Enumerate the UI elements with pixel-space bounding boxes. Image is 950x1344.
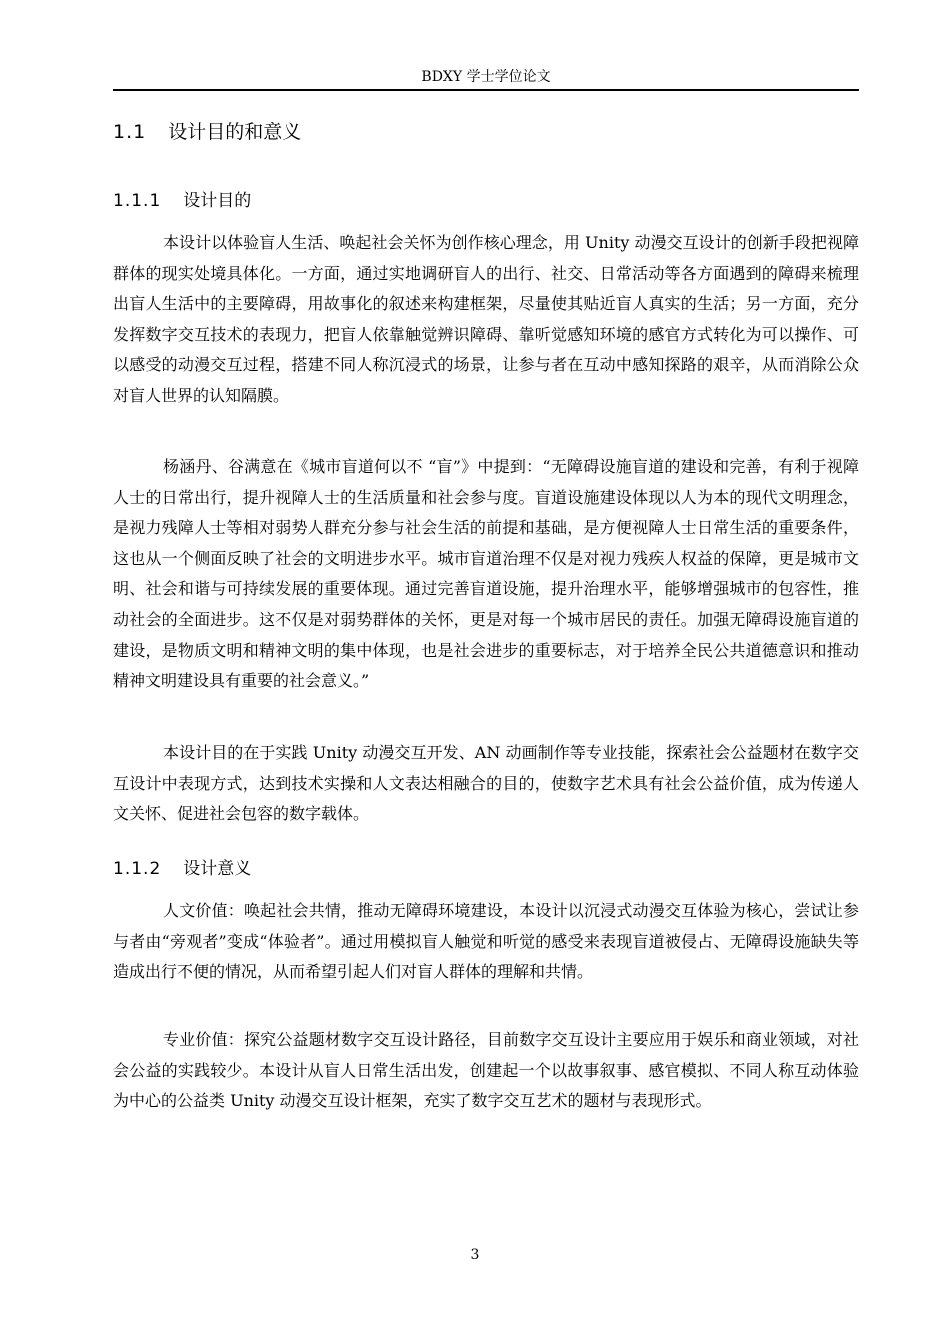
body-paragraph: 本设计目的在于实践 Unity 动漫交互开发、AN 动画制作等专业技能，探索社会公益题材在数字交互设计中表现方式，达到技术实操和人文表达相融合的目的，使数字艺术具有社会公益价值，成为传递人文关怀、促进社会包容的数字载体。 (113, 743, 859, 824)
body-paragraph: 杨涵丹、谷满意在《城市盲道何以不 “盲”》中提到：“无障碍设施盲道的建设和完善，有利于视障人士的日常出行，提升视障人士的生活质量和社会参与度。盲道设施建设体现以人为本的现代文明理念，是视力残障人士等相对弱势人群充分参与社会生活的前提和基础，是方便视障人士日常生活的重要条件，这也从一个侧面反映了社会的文明进步水平。城市盲道治理不仅是对视力残疾人权益的保障，更是城市文明、社会和谐与可持续发展的重要体现。通过完善盲道设施，提升治理水平，能够增强城市的包容性，推动社会的全面进步。这不仅是对弱势群体的关怀，更是对每一个城市居民的责任。加强无障碍设施盲道的建设，是物质文明和精神文明的集中体现，也是社会进步的重要标志，对于培养全民公共道德意识和推动精神文明建设具有重要的社会意义。” (113, 457, 859, 691)
running-header: BDXY 学士学位论文 (113, 68, 859, 91)
section-heading (113, 118, 301, 146)
subsection-heading-significance (113, 856, 251, 882)
body-paragraph: 人文价值：唤起社会共情，推动无障碍环境建设，本设计以沉浸式动漫交互体验为核心，尝试让参与者由“旁观者”变成“体验者”。通过用模拟盲人触觉和听觉的感受来表现盲道被侵占、无障碍设施缺失等造成出行不便的情况，从而希望引起人们对盲人群体的理解和共情。 (113, 901, 859, 982)
section-number: 1.1 (113, 121, 147, 143)
subsection-heading-purpose (113, 188, 251, 214)
body-paragraph: 本设计以体验盲人生活、唤起社会关怀为创作核心理念，用 Unity 动漫交互设计的创新手段把视障群体的现实处境具体化。一方面，通过实地调研盲人的出行、社交、日常活动等各方面遇到的障碍来梳理出盲人生活中的主要障碍，用故事化的叙述来构建框架，尽量使其贴近盲人真实的生活；另一方面，充分发挥数字交互技术的表现力，把盲人依靠触觉辨识障碍、靠听觉感知环境的感官方式转化为可以操作、可以感受的动漫交互过程，搭建不同人称沉浸式的场景，让参与者在互动中感知探路的艰辛，从而消除公众对盲人世界的认知隔膜。 (113, 233, 859, 405)
page-number: 3 (470, 1247, 480, 1263)
subsection-title: 设计目的 (183, 191, 252, 211)
body-paragraph: 专业价值：探究公益题材数字交互设计路径，目前数字交互设计主要应用于娱乐和商业领域，对社会公益的实践较少。本设计从盲人日常生活出发，创建起一个以故事叙事、感官模拟、不同人称互动体验为中心的公益类 Unity 动漫交互设计框架，充实了数字交互艺术的题材与表现形式。 (113, 1030, 859, 1111)
section-title: 设计目的和意义 (168, 121, 302, 143)
subsection-number: 1.1.1 (113, 191, 162, 211)
subsection-title: 设计意义 (183, 859, 252, 879)
subsection-number: 1.1.2 (113, 859, 162, 879)
